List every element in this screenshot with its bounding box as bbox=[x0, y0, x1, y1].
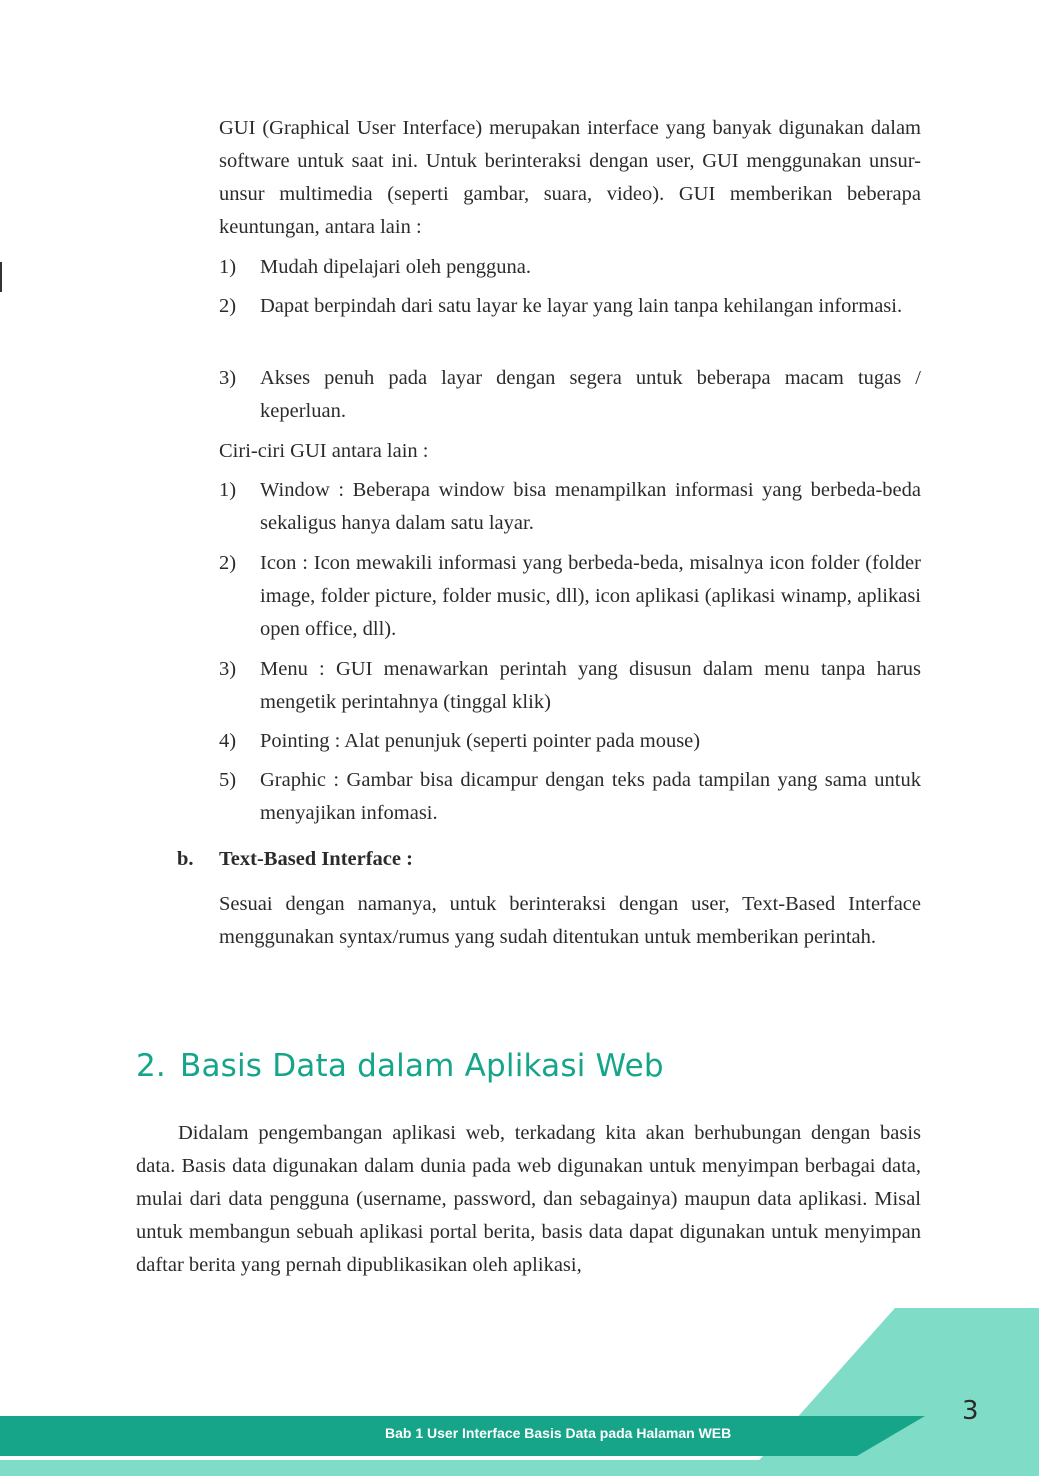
list-number: 4) bbox=[219, 730, 237, 752]
list-number: 3) bbox=[219, 658, 237, 680]
list-text: Window : Beberapa window bisa menampilkan informasi yang berbeda-beda sekaligus hanya dalam satu layar. bbox=[260, 479, 921, 534]
list-number: 2) bbox=[219, 552, 237, 574]
list-item bbox=[219, 764, 921, 830]
subsection-label: b. bbox=[177, 848, 194, 870]
list-number: 5) bbox=[219, 769, 237, 791]
list-number: 1) bbox=[219, 479, 237, 501]
list-text: Pointing : Alat penunjuk (seperti pointer pada mouse) bbox=[260, 730, 701, 752]
list-item bbox=[219, 547, 921, 646]
list-item bbox=[219, 725, 921, 758]
list-item bbox=[219, 474, 921, 540]
footer-decoration bbox=[0, 1300, 1039, 1476]
list-text: Menu : GUI menawarkan perintah yang disusun dalam menu tanpa harus mengetik perintahnya (tinggal klik) bbox=[260, 658, 921, 713]
list-text: Mudah dipelajari oleh pengguna. bbox=[260, 256, 531, 278]
subsection-paragraph: Sesuai dengan namanya, untuk berinteraksi dengan user, Text-Based Interface menggunakan syntax/rumus yang sudah ditentukan untuk memberikan perintah. bbox=[219, 893, 921, 948]
list-text: Dapat berpindah dari satu layar ke layar yang lain tanpa kehilangan informasi. bbox=[260, 295, 903, 317]
list-item bbox=[219, 290, 921, 323]
section-number: 2. bbox=[136, 1048, 166, 1084]
section-paragraph: Didalam pengembangan aplikasi web, terkadang kita akan berhubungan dengan basis data. Basis data digunakan dalam dunia pada web digunakan untuk menyimpan berbagai data, mulai dari data pengguna (username, password, dan sebagainya) maupun data aplikasi. Misal untuk membangun sebuah aplikasi portal berita, basis data dapat digunakan untuk menyimpan daftar berita yang pernah dipublikasikan oleh aplikasi, bbox=[136, 1122, 921, 1276]
list-number: 3) bbox=[219, 367, 237, 389]
subsection-title: Text-Based Interface : bbox=[219, 848, 413, 870]
footer-bottom-strip bbox=[0, 1460, 1039, 1476]
list-text: Icon : Icon mewakili informasi yang berbeda-beda, misalnya icon folder (folder image, folder picture, folder music, dll), icon aplikasi (aplikasi winamp, aplikasi open office, dll). bbox=[260, 552, 921, 640]
page-edge-mark bbox=[0, 262, 2, 292]
footer-chapter-title: Bab 1 User Interface Basis Data pada Halaman WEB bbox=[385, 1425, 732, 1441]
list-item bbox=[219, 362, 921, 428]
list-item bbox=[219, 653, 921, 719]
list-number: 2) bbox=[219, 295, 237, 317]
list-text: Akses penuh pada layar dengan segera untuk beberapa macam tugas / keperluan. bbox=[260, 367, 921, 422]
intro-paragraph: GUI (Graphical User Interface) merupakan interface yang banyak digunakan dalam software untuk saat ini. Untuk berinteraksi dengan user, GUI menggunakan unsur-unsur multimedia (seperti gambar, suara, video). GUI memberikan beberapa keuntungan, antara lain : bbox=[219, 117, 921, 238]
characteristics-intro: Ciri-ciri GUI antara lain : bbox=[219, 440, 429, 462]
section-title: Basis Data dalam Aplikasi Web bbox=[179, 1048, 664, 1084]
list-text: Graphic : Gambar bisa dicampur dengan teks pada tampilan yang sama untuk menyajikan infomasi. bbox=[260, 769, 921, 824]
section-heading bbox=[136, 1048, 664, 1084]
list-number: 1) bbox=[219, 256, 237, 278]
page-number: 3 bbox=[962, 1396, 979, 1426]
list-item bbox=[219, 251, 921, 284]
